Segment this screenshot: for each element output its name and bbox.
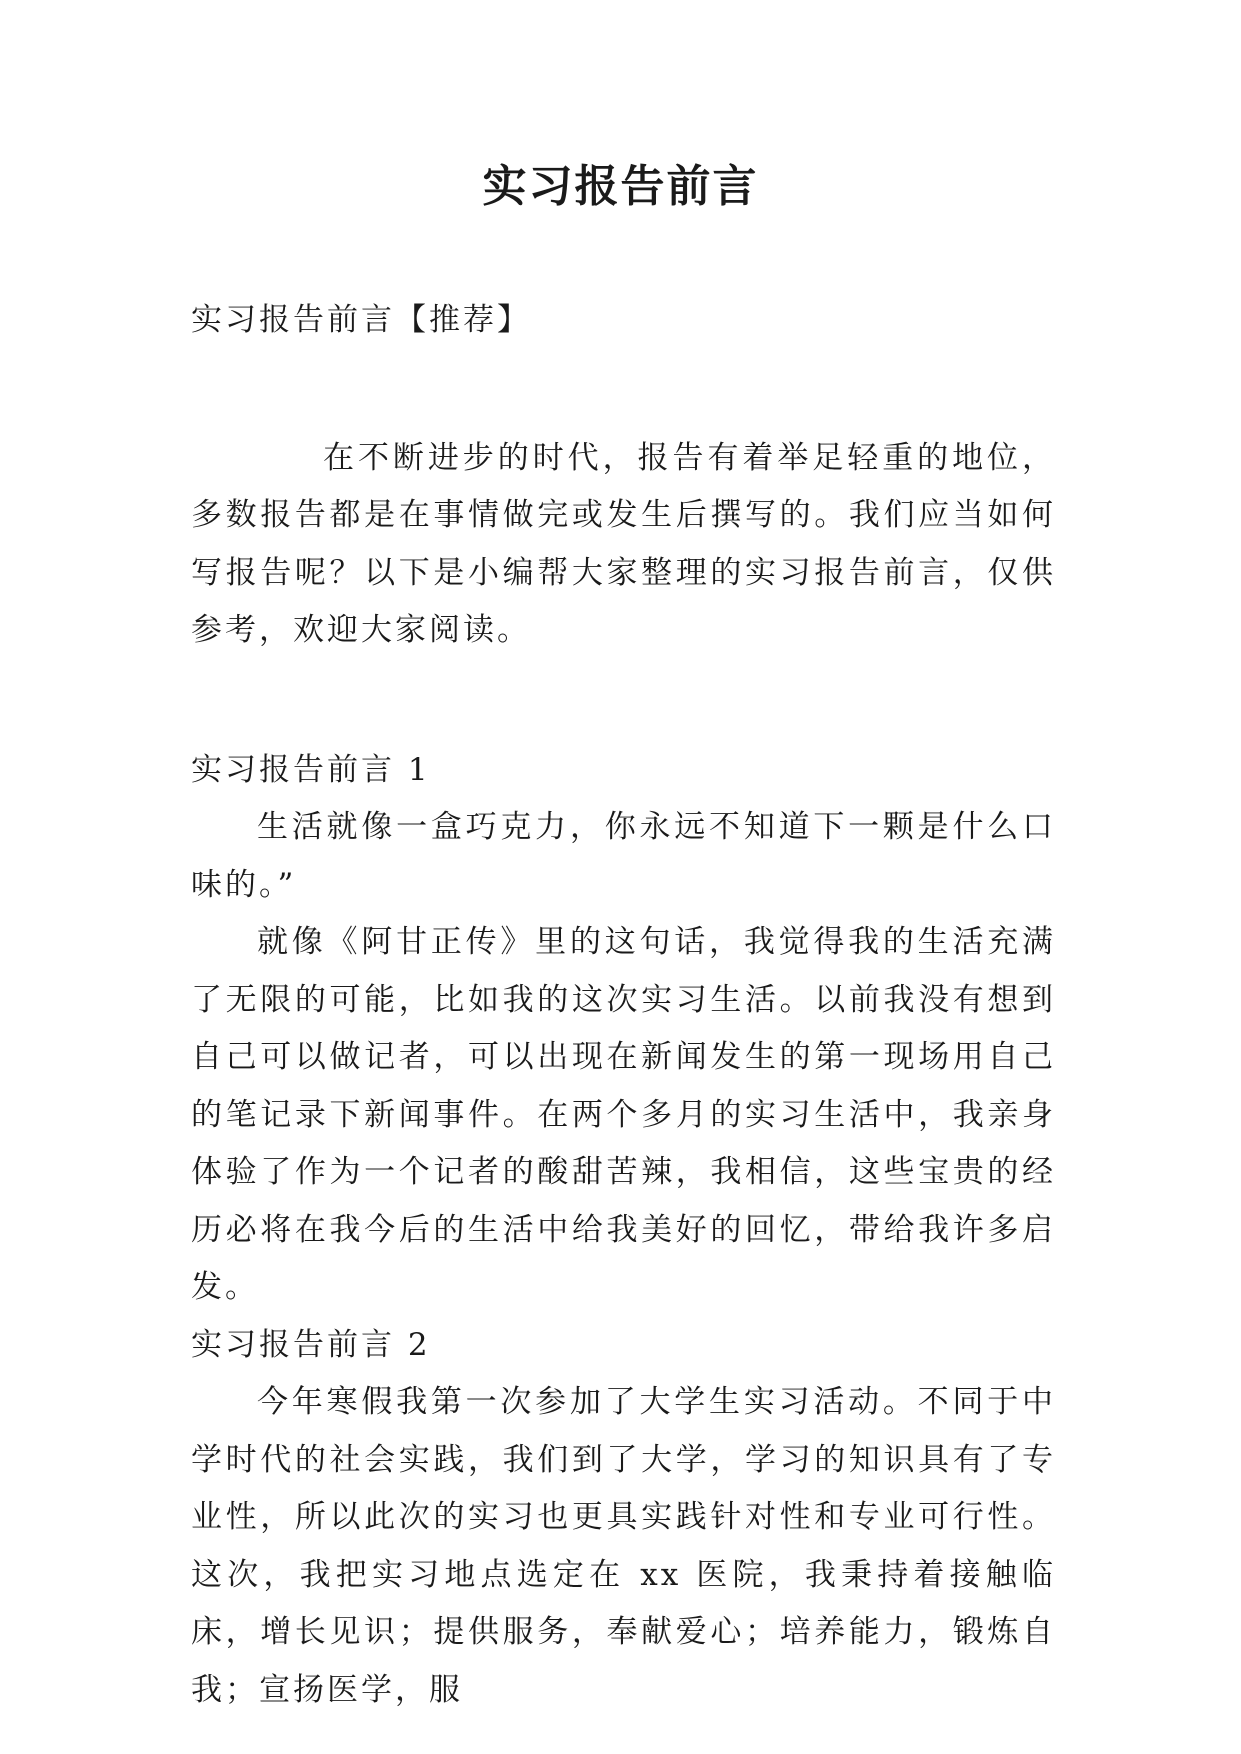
document-title: 实习报告前言	[482, 161, 759, 212]
intro-paragraph: 在不断进步的时代，报告有着举足轻重的地位，多数报告都是在事情做完或发生后撰写的。我们应当如何写报告呢？以下是小编帮大家整理的实习报告前言，仅供参考，欢迎大家阅读。	[191, 439, 1056, 648]
document-subtitle: 实习报告前言【推荐】	[191, 302, 531, 338]
document-body	[191, 292, 1056, 1719]
section-2-heading: 实习报告前言 2	[191, 1326, 431, 1363]
section-1-paragraph-2: 就像《阿甘正传》里的这句话，我觉得我的生活充满了无限的可能，比如我的这次实习生活。以前我没有想到自己可以做记者，可以出现在新闻发生的第一现场用自己的笔记录下新闻事件。在两个多月的实习生活中，我亲身体验了作为一个记者的酸甜苦辣，我相信，这些宝贵的经历必将在我今后的生活中给我美好的回忆，带给我许多启发。	[191, 924, 1056, 1305]
section-1-paragraph-1: 生活就像一盒巧克力，你永远不知道下一颗是什么口味的。”	[191, 809, 1056, 903]
section-2-paragraph-1: 今年寒假我第一次参加了大学生实习活动。不同于中学时代的社会实践，我们到了大学，学习的知识具有了专业性，所以此次的实习也更具实践针对性和专业可行性。这次，我把实习地点选定在 xx 医院，我秉持着接触临床，增长见识；提供服务，奉献爱心；培养能力，锻炼自我；宣扬医学，服	[191, 1384, 1056, 1708]
section-1-heading: 实习报告前言 1	[191, 751, 431, 788]
